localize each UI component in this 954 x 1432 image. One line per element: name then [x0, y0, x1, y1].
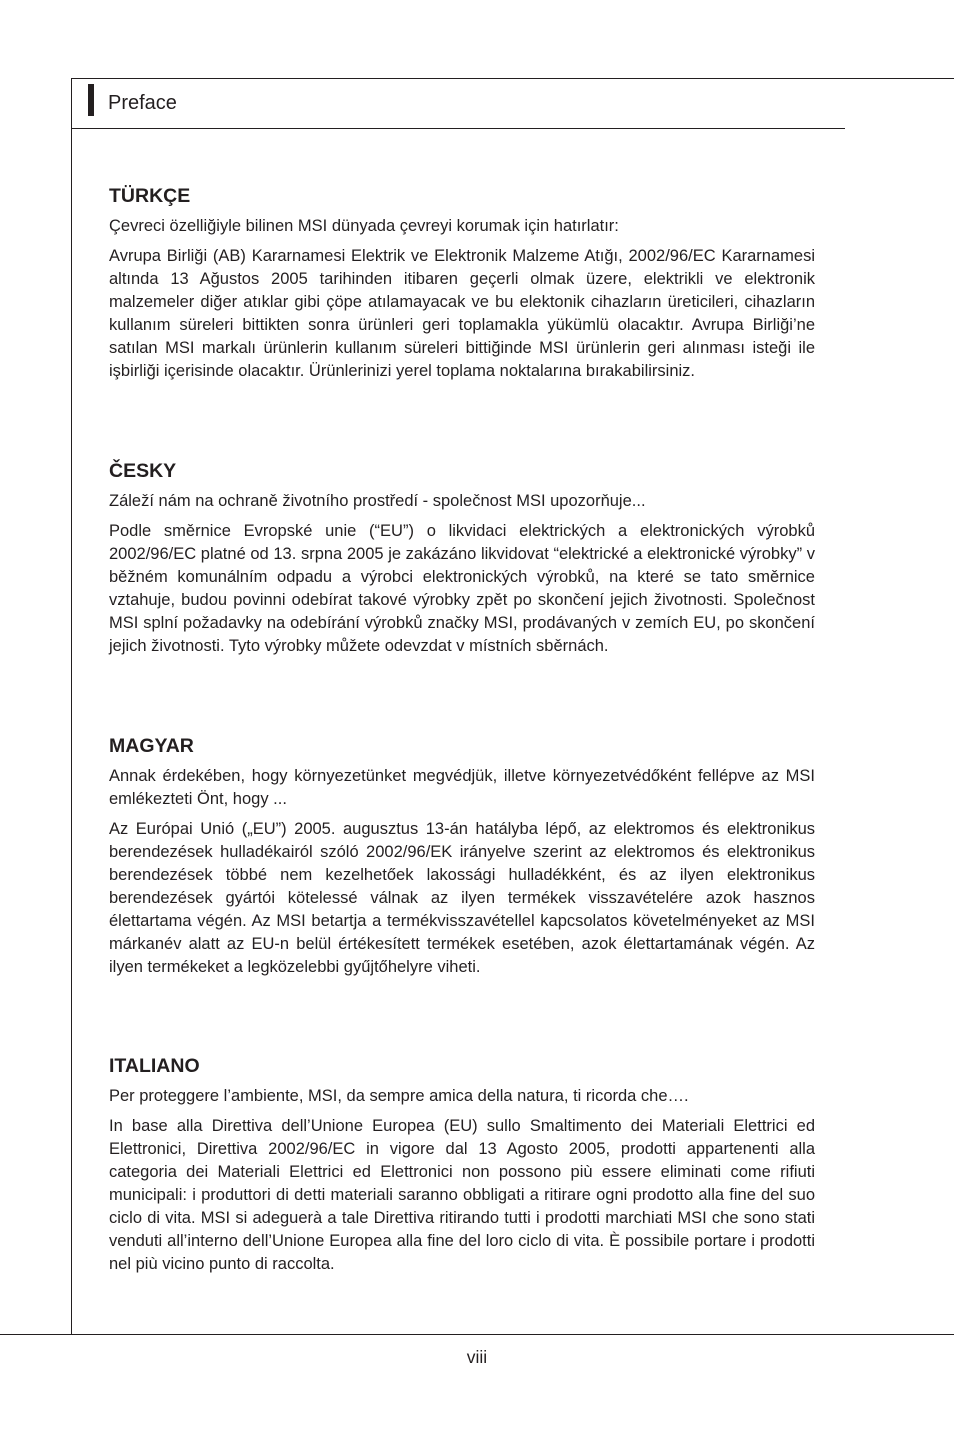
- section-body: In base alla Direttiva dell’Unione Europea (EU) sullo Smaltimento dei Materiali Elettrici ed Elettronici, Direttiva 2002/96/EC in vigore dal 13 Agosto 2005, prodotti appartenenti alla categoria dei Materiali Elettrici ed Elettronici non possono più essere eliminati come rifiuti municipali: i produttori di detti materiali saranno obbligati a ritirare ogni prodotto alla fine del suo ciclo di vita. MSI si adeguerà a tale Direttiva ritirando tutti i prodotti marchiati MSI che sono stati venduti all’interno dell’Unione Europea alla fine del loro ciclo di vita. È possibile portare i prodotti nel più vicino punto di raccolta.: [109, 1117, 815, 1273]
- section-body: Avrupa Birliği (AB) Kararnamesi Elektrik ve Elektronik Malzeme Atığı, 2002/96/EC Kararnamesi altında 13 Ağustos 2005 tarihinden itibaren geçerli olmak üzere, elektrikli ve elektronik malzemeler diğer atıklar gibi çöpe atılamayacak ve bu elektonik cihazların üreticileri, cihazların kullanım süreleri bittikten sonra ürünleri geri toplamakla yükümlü olacaktır. Avrupa Birliği’ne satılan MSI markalı ürünlerin kullanım süreleri bittiğinde MSI ürünlerin geri alınması isteği ile işbirliği içerisinde olacaktır. Ürünlerinizi yerel toplama noktalarına bırakabilirsiniz.: [109, 247, 815, 380]
- section-turkce: [109, 184, 815, 383]
- running-head: Preface: [108, 92, 177, 114]
- section-lead: Annak érdekében, hogy környezetünket megvédjük, illetve környezetvédőként fellépve az MSI emlékezteti Önt, hogy ...: [109, 767, 815, 808]
- section-heading: MAGYAR: [109, 735, 194, 757]
- header-bottom-rule: [71, 128, 845, 129]
- section-lead: Záleží nám na ochraně životního prostředí - společnost MSI upozorňuje...: [109, 492, 646, 510]
- section-body: Az Európai Unió („EU”) 2005. augusztus 13-án hatályba lépő, az elektromos és elektronikus berendezések hulladékairól szóló 2002/96/EK irányelve szerint az elektromos és elektronikus berendezések többé nem kezelhetőek lakossági hulladékként, és az ilyen elektronikus berendezések gyártói kötelessé válnak az ilyen termékek visszavételére azok hasznos élettartama végén. Az MSI betartja a termékvisszavétellel kapcsolatos követelményeket az MSI márkanév alatt az EU-n belül értékesített termékek esetében, azok élettartamának végén. Az ilyen termékeket a legközelebbi gyűjtőhelyre viheti.: [109, 820, 815, 976]
- section-heading: TÜRKÇE: [109, 185, 191, 207]
- section-heading: ČESKY: [109, 460, 177, 482]
- section-heading: ITALIANO: [109, 1055, 200, 1077]
- header-accent-bar: [88, 84, 94, 116]
- footer-rule: [0, 1334, 954, 1335]
- section-magyar: [109, 734, 815, 979]
- page-number: viii: [466, 1347, 488, 1367]
- section-italiano: [109, 1054, 815, 1276]
- section-lead: Per proteggere l’ambiente, MSI, da sempre amica della natura, ti ricorda che….: [109, 1087, 689, 1105]
- left-margin-rule: [71, 78, 72, 1335]
- section-cesky: [109, 459, 815, 658]
- header-top-rule: [71, 78, 954, 79]
- section-body: Podle směrnice Evropské unie (“EU”) o likvidaci elektrických a elektronických výrobků 2002/96/EC platné od 13. srpna 2005 je zakázáno likvidovat “elektrické a elektronické výrobky” v běžném komunálním odpadu a výrobci elektronických výrobků, na které se tato směrnice vztahuje, budou povinni odebírat takové výrobky zpět po skončení jejich životnosti. Společnost MSI splní požadavky na odebírání výrobků značky MSI, prodávaných v zemích EU, po skončení jejich životnosti. Tyto výrobky můžete odevzdat v místních sběrnách.: [109, 522, 815, 655]
- section-lead: Çevreci özelliğiyle bilinen MSI dünyada çevreyi korumak için hatırlatır:: [109, 217, 619, 235]
